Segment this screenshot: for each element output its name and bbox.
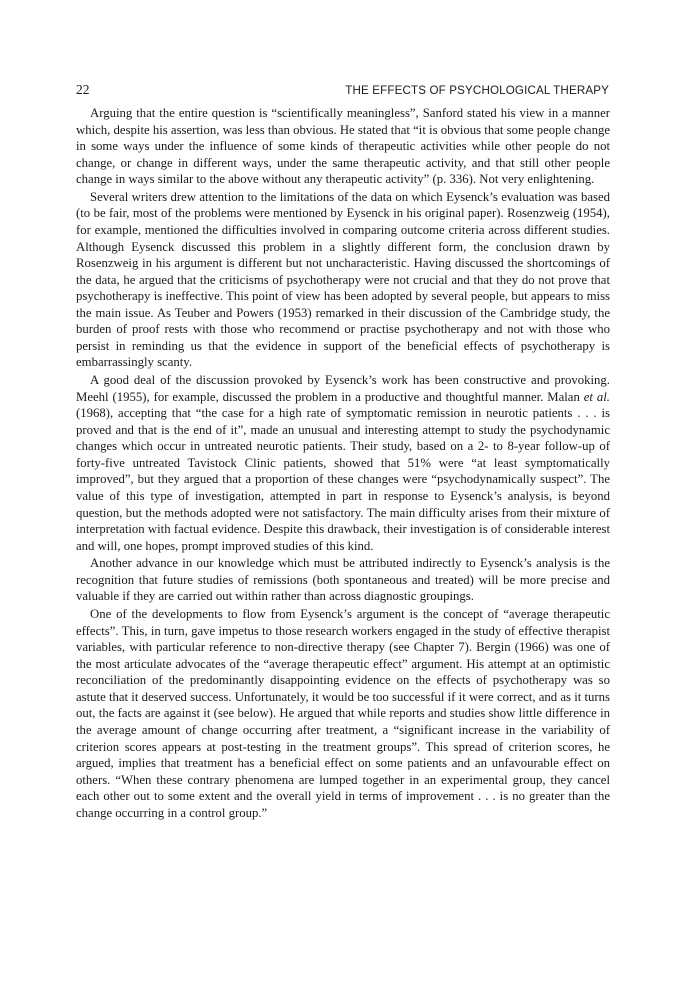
paragraph-sanford: Arguing that the entire question is “scientifically meaningless”, Sanford stated his view in a manner which, despite his assertion, was less than obvious. He stated that “it is obvious that some people change in some ways under the influence of some kinds of therapeutic activities while other people do not change, or change in different ways, under the same therapeutic activity, and that still other people change in ways similar to the above without any therapeutic activity” (p. 336). Not very enlightening. [76,106,610,187]
paragraph-advance: Another advance in our knowledge which must be attributed indirectly to Eysenck’s analysis is the recognition that future studies of remissions (both spontaneous and treated) will be more precise and valuable if they are carried out within rather than across diagnostic groupings. [76,556,610,604]
running-head: THE EFFECTS OF PSYCHOLOGICAL THERAPY [345,84,609,97]
page-number: 22 [76,82,90,97]
page-header [76,82,609,98]
paragraph-limitations: Several writers drew attention to the limitations of the data on which Eysenck’s evaluation was based (to be fair, most of the problems were mentioned by Eysenck in his original paper). Rosenzweig (1954), for example, mentioned the difficulties involved in comparing outcome criteria across different studies. Although Eysenck discussed this problem in a slightly different form, the conclusion drawn by Rosenzweig in his argument is different but not uncharacteristic. Having discussed the shortcomings of the data, he argued that the criticisms of psychotherapy were not crucial and that they do not prove that psychotherapy is ineffective. This point of view has been adopted by several people, but appears to miss the main issue. As Teuber and Powers (1953) remarked in their discussion of the Cambridge study, the burden of proof rests with those who recommend or practise psychotherapy and not with those who persist in reminding us that the evidence in support of the beneficial effects of psychotherapy is embarrassingly scanty. [76,189,610,370]
paragraph-average-effects: One of the developments to flow from Eysenck’s argument is the concept of “average therapeutic effects”. This, in turn, gave impetus to those research workers engaged in the study of effective therapist variables, with particular reference to non-directive therapy (see Chapter 7). Bergin (1966) was one of the most articulate advocates of the “average therapeutic effect” argument. His attempt at an optimistic reconciliation of the predominantly disappointing evidence on the effects of psychotherapy was so astute that it deserved success. Unfortunately, it would be too successful if it were correct, and as it turns out, the facts are against it (see below). He argued that while reports and studies show little difference in the average amount of change occurring after treatment, a “significant increase in the variability of criterion scores appears at post-testing in the treatment groups”. This spread of criterion scores, he argued, implies that treatment has a beneficial effect on some patients and an unfavourable effect on others. “When these contrary phenomena are lumped together in an experimental group, they cancel each other out to some extent and the overall yield in terms of improvement . . . is no greater than the change occurring in a control group.” [76,607,610,820]
paragraph-discussion: A good deal of the discussion provoked by Eysenck’s work has been constructive and provoking. Meehl (1955), for example, discussed the problem in a productive and thoughtful manner. Malan et al. (1968), accepting that “the case for a high rate of symptomatic remission in neurotic patients . . . is proved and that is the end of it”, made an unusual and interesting attempt to study the psychodynamic changes which occur in untreated neurotic patients. Their study, based on a 2- to 8-year follow-up of forty-five untreated Tavistock Clinic patients, showed that 51% were “at least symptomatically improved”, but they argued that a proportion of these changes were “psychodynamically suspect”. The value of this type of investigation, attempted in part in response to Eysenck’s analysis, is beyond question, but the methods adopted were not satisfactory. The main difficulty arises from their mixture of interpretation with factual evidence. Despite this drawback, their investigation is of considerable interest and will, one hopes, prompt improved studies of this kind. [76,373,610,553]
body-text [76,105,610,822]
